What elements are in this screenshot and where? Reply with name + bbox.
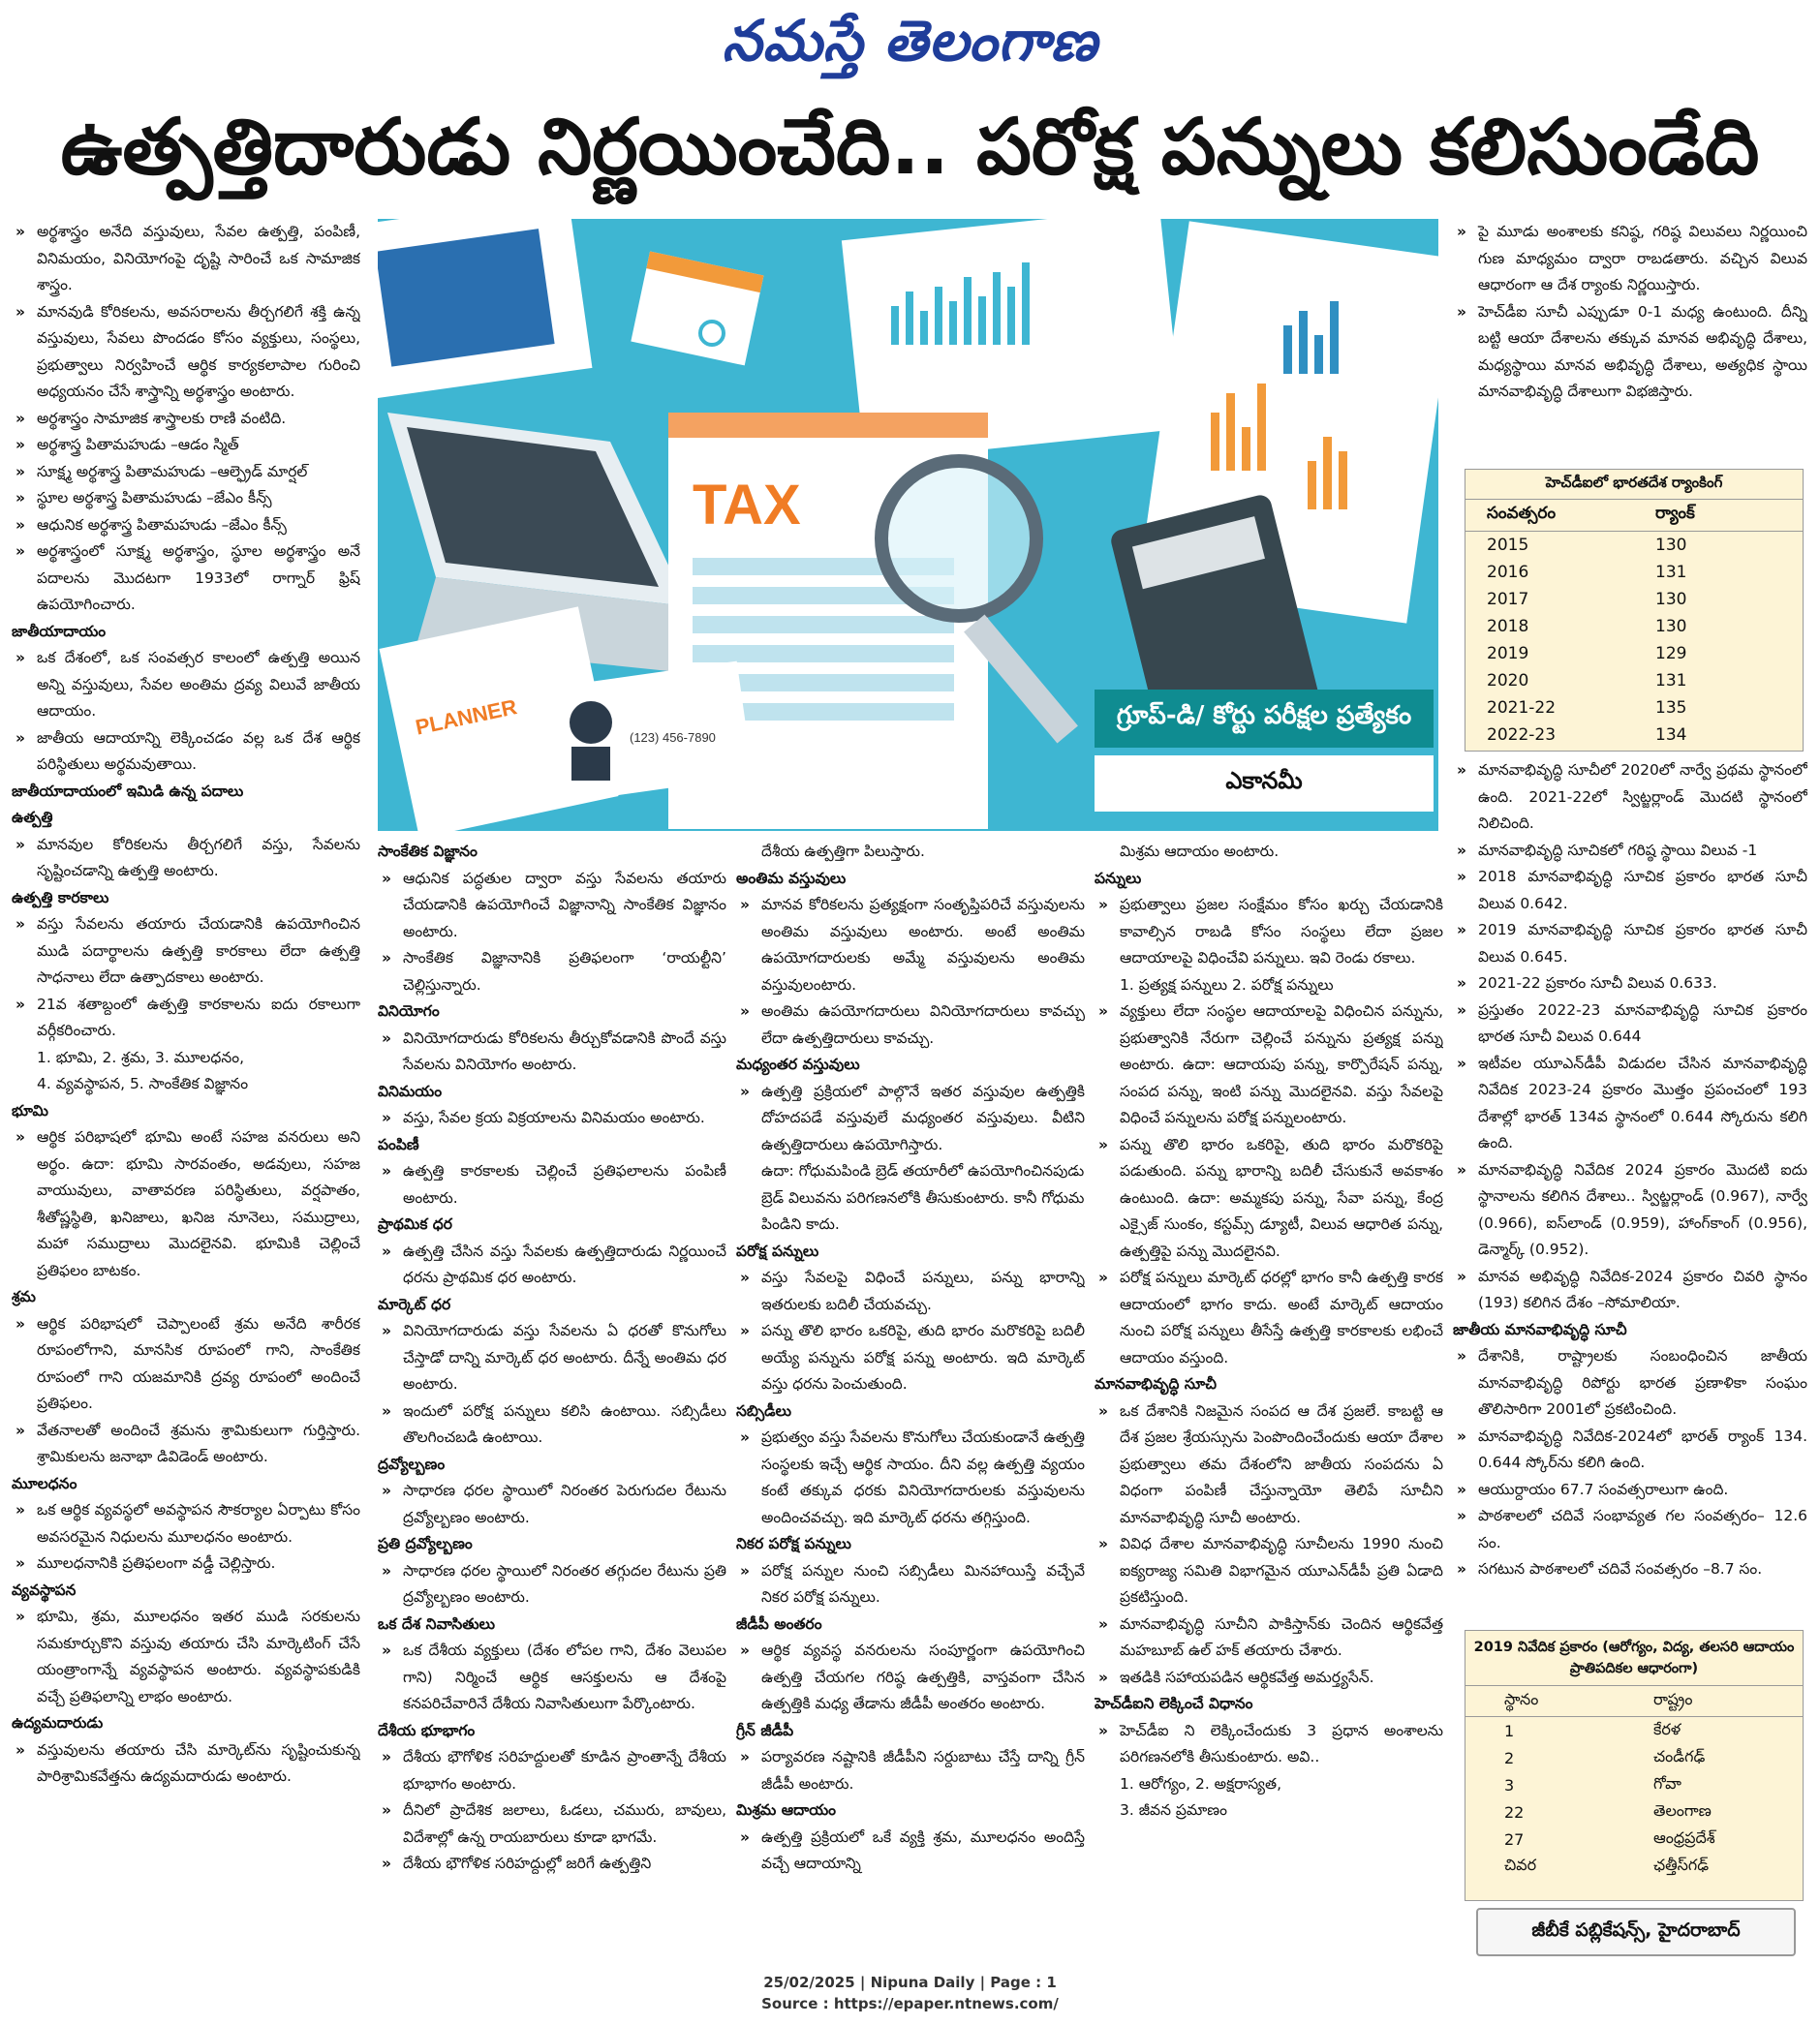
section-heading: మధ్యంతర వస్తువులు xyxy=(736,1056,860,1073)
place-header: స్థానం xyxy=(1504,1690,1539,1708)
bullet-point: » వినియోగదారుడు వస్తు సేవలను ఏ ధరతో కొనుగోలు చేస్తాడో దాన్ని మార్కెట్ ధర అంటారు. దీన్నే అంతిమ ధర అంటారు. xyxy=(378,1318,726,1398)
section-heading: భూమి xyxy=(12,1101,48,1120)
text-line: 1. భూమి, 2. శ్రమ, 3. మూలధనం, xyxy=(37,1048,245,1066)
state-cell: ఛత్తీస్‌గఢ్ xyxy=(1653,1855,1710,1874)
bullet-point: » ఒక దేశంలో, ఒక సంవత్సర కాలంలో ఉత్పత్తి అయిన అన్ని వస్తువులు, సేవల అంతిమ ద్రవ్య విలువే జాతీయ ఆదాయం. xyxy=(12,645,360,725)
publisher-credit: జీబీకే పబ్లికేషన్స్, హైదరాబాద్ xyxy=(1476,1908,1796,1956)
section-heading: సబ్సిడీలు xyxy=(736,1401,791,1420)
state-header: రాష్ట్రం xyxy=(1653,1690,1693,1708)
place-cell: 2 xyxy=(1504,1748,1515,1767)
section-heading: ఉత్పత్తి xyxy=(12,809,53,826)
bullet-point: » స్థూల అర్థశాస్త్ర పితామహుడు –జేఎం కీన్స్ xyxy=(12,485,360,512)
page-headline: ఉత్పత్తిదారుడు నిర్ణయించేది.. పరోక్ష పన్నులు కలిసుండేది xyxy=(60,102,1760,192)
bullet-point: » ఒక దేశీయ వ్యక్తులు (దేశం లోపల గాని, దేశం వెలుపల గాని) నిర్మించే ఆర్థిక ఆసక్తులను ఆ దేశంపై కనపరిచేవారినే దేశీయ నివాసితులుగా పేర్కొంటారు. xyxy=(378,1638,726,1718)
bullet-point: » ఆర్థిక పరిభాషలో భూమి అంటే సహజ వనరులు అని అర్థం. ఉదా: భూమి సారవంతం, అడవులు, సహజ వాయువులు, వాతావరణ పరిస్థితులు, వర్షపాతం, శీతోష్ణస్థితి, ఖనిజాలు, ఖనిజ నూనెలు, సముద్రాలు, మహా సముద్రాలు మొదలైనవి. భూమికి చెల్లించే ప్రతిఫలం బాటకం. xyxy=(12,1124,360,1284)
bullet-point: » ఉత్పత్తి ప్రక్రియలో ఒకే వ్యక్తి శ్రమ, మూలధనం అందిస్తే వచ్చే ఆదాయాన్ని xyxy=(736,1825,1085,1878)
bullet-point: » వ్యక్తులు లేదా సంస్థల ఆదాయాలపై విధించిన పన్నును, ప్రభుత్వానికి నేరుగా చెల్లించే పన్నును ప్రత్యక్ష పన్ను అంటారు. ఉదా: ఆదాయపు పన్ను, కార్పొరేషన్ పన్ను, సంపద పన్ను, ఇంటి పన్ను మొదలైనవి. వస్తు సేవలపై విధించే పన్నులను పరోక్ష పన్నులంటారు. xyxy=(1095,998,1443,1132)
year-cell: 2018 xyxy=(1487,617,1529,636)
table-row xyxy=(1465,1717,1803,1744)
bullet-point: » 2019 మానవాభివృద్ధి సూచిక ప్రకారం భారత సూచీ విలువ 0.645. xyxy=(1453,917,1807,970)
bullet-point: » వివిధ దేశాల మానవాభివృద్ధి సూచీలను 1990 నుంచి ఐక్యరాజ్య సమితి విభాగమైన యూఎన్‌డీపీ ప్రతి ఏడాది ప్రకటిస్తుంది. xyxy=(1095,1531,1443,1612)
table-row xyxy=(1465,1826,1803,1853)
section-heading: సాంకేతిక విజ్ఞానం xyxy=(378,843,478,860)
bullet-point: » 2018 మానవాభివృద్ధి సూచిక ప్రకారం భారత సూచీ విలువ 0.642. xyxy=(1453,864,1807,917)
table-row xyxy=(1465,586,1803,613)
bullet-point: » భూమి, శ్రమ, మూలధనం ఇతర ముడి సరకులను సమకూర్చుకొని వస్తువు తయారు చేసి మార్కెటింగ్ చేసే యంత్రాంగాన్నే వ్యవస్థాపన అంటారు. వ్యవస్థాపకుడికి వచ్చే ప్రతిఫలాన్ని లాభం అంటారు. xyxy=(12,1604,360,1710)
hdi-rank-table xyxy=(1465,469,1804,752)
rank-cell: 134 xyxy=(1655,725,1687,745)
bullet-point: » ఇతడికి సహాయపడిన ఆర్థికవేత్త అమర్త్యసేన్. xyxy=(1095,1665,1443,1692)
table-row xyxy=(1465,1798,1803,1826)
bullet-point: » మానవుడి కోరికలను, అవసరాలను తీర్చగలిగే శక్తి ఉన్న వస్తువులు, సేవలు పొందడం కోసం వ్యక్తులు, సంస్థలు, ప్రభుత్వాలు నిర్వహించే ఆర్థిక కార్యకలాపాల గురించి అధ్యయనం చేసే శాస్త్రాన్ని అర్థశాస్త్రం అంటారు. xyxy=(12,299,360,406)
bullet-point: » పాఠశాలలో చదివే సంభావ్యత గల సంవత్సరం– 12.6 సం. xyxy=(1453,1503,1807,1556)
bullet-point: » ఉత్పత్తి కారకాలకు చెల్లించే ప్రతిఫలాలను పంపిణీ అంటారు. xyxy=(378,1158,726,1212)
section-heading: జాతీయ మానవాభివృద్ధి సూచీ xyxy=(1453,1320,1627,1338)
bullet-point: » 21వ శతాబ్దంలో ఉత్పత్తి కారకాలను ఐదు రకాలుగా వర్గీకరించారు. xyxy=(12,992,360,1045)
section-heading: వినిమయం xyxy=(378,1082,443,1100)
section-heading: ద్రవ్యోల్బణం xyxy=(378,1455,446,1473)
bullet-point: » ప్రభుత్వం వస్తు సేవలను కొనుగోలు చేయకుండానే ఉత్పత్తి సంస్థలకు ఇచ్చే ఆర్థిక సాయం. దీని వల్ల ఉత్పత్తి వ్యయం కంటే తక్కువ ధరకు వినియోగదారులకు వస్తువులను అందించవచ్చు. ఇది మార్కెట్ ధరను తగ్గిస్తుంది. xyxy=(736,1425,1085,1531)
bullet-point: » మానవాభివృద్ధి నివేదిక-2024లో భారత్ ర్యాంక్ 134. 0.644 స్కోర్‌ను కలిగి ఉంది. xyxy=(1453,1424,1807,1477)
bullet-point: » పరోక్ష పన్నుల నుంచి సబ్సిడీలు మినహాయిస్తే వచ్చేవే నికర పరోక్ష పన్నులు. xyxy=(736,1558,1085,1612)
rank-cell: 131 xyxy=(1655,671,1687,691)
column-1 xyxy=(12,219,360,1962)
place-cell: 27 xyxy=(1504,1829,1525,1849)
table-row xyxy=(1465,613,1803,640)
bullet-point: » సాంకేతిక విజ్ఞానానికి ప్రతిఫలంగా ‘రాయల్టీని’ చెల్లిస్తున్నారు. xyxy=(378,945,726,998)
masthead-logo: నమస్తే తెలంగాణ xyxy=(722,8,1098,74)
bullet-point: » ఆధునిక అర్థశాస్త్ర పితామహుడు –జేఎం కీన్స్ xyxy=(12,512,360,539)
bullet-point: » దేశీయ భౌగోళిక సరిహద్దుల్లో జరిగే ఉత్పత్తిని xyxy=(378,1851,726,1878)
section-heading: ప్రతి ద్రవ్యోల్బణం xyxy=(378,1535,473,1552)
column-2 xyxy=(378,839,726,1962)
state-cell: ఆంధ్రప్రదేశ్ xyxy=(1653,1827,1715,1847)
rank-cell: 135 xyxy=(1655,698,1687,718)
section-heading: హెచ్‌డీఐని లెక్కించే విధానం xyxy=(1095,1695,1253,1712)
place-cell: 22 xyxy=(1504,1802,1525,1822)
rank-cell: 129 xyxy=(1655,644,1687,663)
bullet-point: » ఆర్థిక వ్యవస్థ వనరులను సంపూర్ణంగా ఉపయోగించి ఉత్పత్తి చేయగల గరిష్ఠ ఉత్పత్తికి, వాస్తవంగా చేసిన ఉత్పత్తికి మధ్య తేడాను జీడీపీ అంతరం అంటారు. xyxy=(736,1638,1085,1718)
bullet-point: » పర్యావరణ నష్టానికి జీడీపీని సర్దుబాటు చేస్తే దాన్ని గ్రీన్ జీడీపీ అంటారు. xyxy=(736,1744,1085,1797)
bullet-point: » మానవాభివృద్ధి సూచికలో గరిష్ఠ స్థాయి విలువ -1 xyxy=(1453,838,1807,865)
bullet-point: » వేతనాలతో అందించే శ్రమను శ్రామికులుగా గుర్తిస్తారు. శ్రామికులను జనాభా డివిడెండ్ అంటారు. xyxy=(12,1418,360,1471)
section-heading: పన్నులు xyxy=(1095,869,1142,887)
bullet-point: » ఆర్థిక పరిభాషలో చెప్పాలంటే శ్రమ అనేది శారీరక రూపంలోగాని, మానసిక రూపంలో గాని, సాంకేతిక రూపంలో గాని యజమానికి ద్రవ్య రూపంలో అందించే ప్రతిఫలం. xyxy=(12,1311,360,1418)
state-cell: చండీగఢ్ xyxy=(1653,1746,1706,1765)
text-line: 1. ఆరోగ్యం, 2. అక్షరాస్యత, xyxy=(1120,1774,1282,1793)
section-heading: మిశ్రమ ఆదాయం xyxy=(736,1801,837,1819)
year-cell: 2021-22 xyxy=(1487,698,1557,718)
year-cell: 2022-23 xyxy=(1487,725,1557,745)
bullet-point: » హెచ్‌డీఐ ని లెక్కించేందుకు 3 ప్రధాన అంశాలను పరిగణనలోకి తీసుకుంటారు. అవి.. xyxy=(1095,1718,1443,1771)
section-heading: ఉద్యమదారుడు xyxy=(12,1714,104,1732)
section-heading: అంతిమ వస్తువులు xyxy=(736,869,847,887)
section-heading: జీడీపీ అంతరం xyxy=(736,1614,822,1633)
section-heading: ఒక దేశ నివాసితులు xyxy=(378,1614,495,1633)
bullet-point: » సగటున పాఠశాలలో చదివే సంవత్సరం –8.7 సం. xyxy=(1453,1556,1807,1583)
rank-cell: 130 xyxy=(1655,617,1687,636)
state-cell: గోవా xyxy=(1653,1773,1681,1793)
place-cell: 3 xyxy=(1504,1775,1515,1795)
bullet-point: » వినియోగదారుడు కోరికలను తీర్చుకోవడానికి పొందే వస్తు సేవలను వినియోగం అంటారు. xyxy=(378,1026,726,1079)
bullet-point: » హెచ్‌డీఐ సూచీ ఎప్పుడూ 0-1 మధ్య ఉంటుంది. దీన్ని బట్టి ఆయా దేశాలను తక్కువ మానవ అభివృద్ధి దేశాలు, మధ్యస్థాయి మానవ అభివృద్ధి దేశాలు, అత్యధిక స్థాయి మానవాభివృద్ధి దేశాలుగా విభజిస్తారు. xyxy=(1453,299,1807,406)
bullet-point: » అర్థశాస్త్రం సామాజిక శాస్త్రాలకు రాణి వంటిది. xyxy=(12,406,360,433)
state-cell: కేరళ xyxy=(1653,1719,1681,1738)
bullet-point: » జాతీయ ఆదాయాన్ని లెక్కించడం వల్ల ఒక దేశ ఆర్థిక పరిస్థితులు అర్థమవుతాయి. xyxy=(12,725,360,779)
bullet-point: » ఇందులో పరోక్ష పన్నులు కలిసి ఉంటాయి. సబ్సిడీలు తొలగించబడి ఉంటాయి. xyxy=(378,1398,726,1452)
column-5-mid xyxy=(1453,757,1807,1624)
bullet-point: » సాధారణ ధరల స్థాయిలో నిరంతర పెరుగుదల రేటును ద్రవ్యోల్బణం అంటారు. xyxy=(378,1478,726,1531)
bullet-point: » సాధారణ ధరల స్థాయిలో నిరంతర తగ్గుదల రేటును ప్రతి ద్రవ్యోల్బణం అంటారు. xyxy=(378,1558,726,1612)
bullet-point: » పరోక్ష పన్నులు మార్కెట్ ధరల్లో భాగం కానీ ఉత్పత్తి కారక ఆదాయంలో భాగం కాదు. అంటే మార్కెట్ ఆదాయం నుంచి పరోక్ష పన్నులు తీసేస్తే ఉత్పత్తి కారకాలకు లభించే ఆదాయం వస్తుంది. xyxy=(1095,1265,1443,1371)
table-row xyxy=(1465,559,1803,586)
text-line: 4. వ్యవస్థాపన, 5. సాంకేతిక విజ్ఞానం xyxy=(37,1075,249,1092)
section-heading: జాతీయాదాయం xyxy=(12,622,107,640)
section-heading: శ్రమ xyxy=(12,1288,36,1305)
section-heading: వ్యవస్థాపన xyxy=(12,1581,77,1599)
rank-cell: 131 xyxy=(1655,563,1687,582)
state-cell: తెలంగాణ xyxy=(1653,1800,1712,1820)
rank-cell: 130 xyxy=(1655,536,1687,555)
state-rank-table-caption: 2019 నివేదిక ప్రకారం (ఆరోగ్యం, విద్య, తలసరి ఆదాయం ప్రాతిపదికల ఆధారంగా) xyxy=(1465,1631,1803,1686)
year-header: సంవత్సరం xyxy=(1487,504,1557,523)
bullet-point: » మానవాభివృద్ధి నివేదిక 2024 ప్రకారం మొదటి ఐదు స్థానాలను కలిగిన దేశాలు.. స్విట్జర్లాండ్ (0.967), నార్వే (0.966), ఐస్‌లాండ్ (0.959), హాంగ్‌కాంగ్ (0.956), డెన్మార్క్ (0.952). xyxy=(1453,1157,1807,1264)
svg-text:PLANNER: PLANNER xyxy=(413,694,519,740)
group-d-badge: గ్రూప్-డి/ కోర్టు పరీక్షల ప్రత్యేకం xyxy=(1095,690,1434,748)
bullet-point: » అర్థశాస్త్రం అనేది వస్తువులు, సేవల ఉత్పత్తి, పంపిణీ, వినిమయం, వినియోగంపై దృష్టి సారించే ఒక సామాజిక శాస్త్రం. xyxy=(12,219,360,299)
bullet-point: » 2021-22 ప్రకారం సూచీ విలువ 0.633. xyxy=(1453,970,1807,998)
bullet-point: » పన్ను తొలి భారం ఒకరిపై, తుది భారం మరొకరిపై పడుతుంది. పన్ను భారాన్ని బదిలీ చేసుకునే అవకాశం ఉంటుంది. ఉదా: అమ్మకపు పన్ను, సేవా పన్ను, కేంద్ర ఎక్సైజ్ సుంకం, కస్టమ్స్ డ్యూటీ, విలువ ఆధారిత పన్ను, ఉత్పత్తిపై పన్ను మొదలైనవి. xyxy=(1095,1132,1443,1266)
bullet-point: » మానవ అభివృద్ధి నివేదిక-2024 ప్రకారం చివరి స్థానం (193) కలిగిన దేశం –సోమాలియా. xyxy=(1453,1264,1807,1317)
table-row xyxy=(1465,667,1803,694)
year-cell: 2016 xyxy=(1487,563,1529,582)
year-cell: 2017 xyxy=(1487,590,1529,609)
bullet-point: » సూక్ష్మ అర్థశాస్త్ర పితామహుడు –ఆల్ఫ్రెడ్ మార్షల్ xyxy=(12,459,360,486)
text-line: 1. ప్రత్యక్ష పన్నులు 2. పరోక్ష పన్నులు xyxy=(1120,975,1334,994)
rank-header: ర్యాంక్ xyxy=(1655,504,1695,523)
place-cell: 1 xyxy=(1504,1721,1515,1740)
section-heading: మార్కెట్ ధర xyxy=(378,1295,451,1313)
bullet-point: » దీనిలో ప్రాదేశిక జలాలు, ఓడలు, చమురు, బావులు, విదేశాల్లో ఉన్న రాయబారులు కూడా భాగమే. xyxy=(378,1797,726,1851)
bullet-point: » మానవుల కోరికలను తీర్చగలిగే వస్తు, సేవలను సృష్టించడాన్ని ఉత్పత్తి అంటారు. xyxy=(12,832,360,885)
year-cell: 2015 xyxy=(1487,536,1529,555)
bullet-point: » దేశానికి, రాష్ట్రాలకు సంబంధించిన జాతీయ మానవాభివృద్ధి రిపోర్టు భారత ప్రణాళికా సంఘం తొలిసారిగా 2001లో ప్రకటించింది. xyxy=(1453,1343,1807,1424)
table-row xyxy=(1465,1771,1803,1798)
rank-cell: 130 xyxy=(1655,590,1687,609)
section-heading: మూలధనం xyxy=(12,1474,77,1492)
bullet-point: » మానవాభివృద్ధి సూచీని పాకిస్తాన్‌కు చెందిన ఆర్థికవేత్త మహబూబ్ ఉల్ హక్ తయారు చేశారు. xyxy=(1095,1612,1443,1665)
subject-badge: ఎకానమీ xyxy=(1095,755,1434,812)
section-heading: జాతీయాదాయంలో ఇమిడి ఉన్న పదాలు xyxy=(12,782,244,800)
text-line: దేశీయ ఉత్పత్తిగా పిలుస్తారు. xyxy=(761,843,925,860)
state-rank-table xyxy=(1465,1630,1804,1901)
bullet-point: » ఒక ఆర్థిక వ్యవస్థలో అవస్థాపన సౌకర్యాల ఏర్పాటు కోసం అవసరమైన నిధులను మూలధనం అంటారు. xyxy=(12,1497,360,1550)
bullet-point: » పై మూడు అంశాలకు కనిష్ఠ, గరిష్ఠ విలువలు నిర్ణయించి గుణ మాధ్యమం ద్వారా రాబడతారు. వచ్చిన విలువ ఆధారంగా ఆ దేశ ర్యాంకు నిర్ణయిస్తారు. xyxy=(1453,219,1807,299)
table-row xyxy=(1465,640,1803,667)
bullet-point: » ఉత్పత్తి ప్రక్రియలో పాల్గొనే ఇతర వస్తువుల ఉత్పత్తికి దోహదపడే వస్తువులే మధ్యంతర వస్తువులు. వీటిని ఉత్పత్తిదారులు ఉపయోగిస్తారు. xyxy=(736,1079,1085,1159)
bullet-point: » ఇటీవల యూఎన్‌డీపీ విడుదల చేసిన మానవాభివృద్ధి నివేదిక 2023-24 ప్రకారం మొత్తం ప్రపంచంలో 193 దేశాల్లో భారత్ 134వ స్థానంలో 0.644 స్కోరును కలిగి ఉంది. xyxy=(1453,1051,1807,1157)
hdi-rank-table-caption: హెచ్‌డీఐలో భారతదేశ ర్యాంకింగ్ xyxy=(1465,470,1803,500)
bullet-point: » అంతిమ ఉపయోగదారులు వినియోగదారులు కావచ్చు లేదా ఉత్పత్తిదారులు కావచ్చు. xyxy=(736,998,1085,1052)
bullet-point: » మానవాభివృద్ధి సూచీలో 2020లో నార్వే ప్రథమ స్థానంలో ఉంది. 2021-22లో స్విట్జర్లాండ్ మొదటి స్థానంలో నిలిచింది. xyxy=(1453,757,1807,838)
bullet-point: » ప్రస్తుతం 2022-23 మానవాభివృద్ధి సూచిక ప్రకారం భారత సూచీ విలువ 0.644 xyxy=(1453,998,1807,1051)
column-5-top xyxy=(1453,219,1807,463)
section-heading: గ్రీన్ జీడీపీ xyxy=(736,1721,794,1739)
text-line: మిశ్రమ ఆదాయం అంటారు. xyxy=(1120,843,1280,860)
year-cell: 2020 xyxy=(1487,671,1529,691)
footer-date-line: 25/02/2025 | Nipuna Daily | Page : 1 xyxy=(763,1974,1057,1991)
section-heading: ఉత్పత్తి కారకాలు xyxy=(12,888,109,906)
bullet-point: » ప్రభుత్వాలు ప్రజల సంక్షేమం కోసం ఖర్చు చేయడానికి కావాల్సిన రాబడి కోసం సంస్థలు లేదా ప్రజల ఆదాయాలపై విధించేవి పన్నులు. ఇవి రెండు రకాలు. xyxy=(1095,892,1443,972)
bullet-point: » ఆయుర్దాయం 67.7 సంవత్సరాలుగా ఉంది. xyxy=(1453,1477,1807,1504)
footer-source-line: Source : https://epaper.ntnews.com/ xyxy=(761,1995,1059,2012)
bullet-point: » అర్థశాస్త్ర పితామహుడు –ఆడం స్మిత్ xyxy=(12,432,360,459)
bullet-point: » వస్తు సేవలను తయారు చేయడానికి ఉపయోగించిన ముడి పదార్థాలను ఉత్పత్తి కారకాలు లేదా ఉత్పత్తి సాధనాలు లేదా ఉత్పాదకాలు అంటారు. xyxy=(12,911,360,992)
bullet-point: » మూలధనానికి ప్రతిఫలంగా వడ్డీ చెల్లిస్తారు. xyxy=(12,1550,360,1578)
bullet-point: » ఆధునిక పద్ధతుల ద్వారా వస్తు సేవలను తయారు చేయడానికి ఉపయోగించే విజ్ఞానాన్ని సాంకేతిక విజ్ఞానం అంటారు. xyxy=(378,866,726,946)
svg-text:TAX: TAX xyxy=(693,474,801,537)
bullet-point: » అర్థశాస్త్రంలో సూక్ష్మ అర్థశాస్త్రం, స్థూల అర్థశాస్త్రం అనే పదాలను మొదటగా 1933లో రాగ్నార్ ఫ్రిష్ ఉపయోగించారు. xyxy=(12,538,360,619)
bullet-point: » ఒక దేశానికి నిజమైన సంపద ఆ దేశ ప్రజలే. కాబట్టి ఆ దేశ ప్రజల శ్రేయస్సును పెంపొందించేందుకు ఆయా దేశాల ప్రభుత్వాలు తమ దేశంలోని జాతీయ సంపదను ఏ విధంగా పంపిణీ చేస్తున్నాయో తెలిపే సూచీని మానవాభివృద్ధి సూచీ అంటారు. xyxy=(1095,1398,1443,1532)
section-heading: మానవాభివృద్ధి సూచీ xyxy=(1095,1375,1217,1393)
table-row xyxy=(1465,1744,1803,1771)
column-3 xyxy=(736,839,1085,1962)
table-row xyxy=(1465,721,1803,749)
section-heading: దేశీయ భూభాగం xyxy=(378,1721,476,1739)
section-heading: వినియోగం xyxy=(378,1002,440,1020)
bullet-point: » దేశీయ భౌగోళిక సరిహద్దులతో కూడిన ప్రాంతాన్నే దేశీయ భూభాగం అంటారు. xyxy=(378,1744,726,1797)
bullet-point: » పన్ను తొలి భారం ఒకరిపై, తుది భారం మరొకరిపై బదిలీ అయ్యే పన్నును పరోక్ష పన్ను అంటారు. ఇది మార్కెట్ వస్తు ధరను పెంచుతుంది. xyxy=(736,1318,1085,1398)
table-row xyxy=(1465,694,1803,721)
text-line: 3. జీవన ప్రమాణం xyxy=(1120,1801,1227,1819)
section-heading: పంపిణీ xyxy=(378,1135,419,1153)
column-4 xyxy=(1095,839,1443,1962)
bullet-point: » మానవ కోరికలను ప్రత్యక్షంగా సంతృప్తిపరిచే వస్తువులను అంతిమ వస్తువులు అంటారు. అంటే అంతిమ ఉపయోగదారులకు అమ్మే వస్తువులను అంతిమ వస్తువులంటారు. xyxy=(736,892,1085,998)
place-cell: చివర xyxy=(1504,1855,1537,1874)
svg-text:(123) 456-7890: (123) 456-7890 xyxy=(630,730,716,745)
text-line: ఉదా: గోధుమపిండి బ్రెడ్ తయారీలో ఉపయోగించినపుడు బ్రెడ్ విలువను పరిగణనలోకి తీసుకుంటారు. కానీ గోధుమ పిండిని కాదు. xyxy=(761,1162,1085,1233)
section-heading: నికర పరోక్ష పన్నులు xyxy=(736,1535,851,1552)
section-heading: ప్రాథమిక ధర xyxy=(378,1215,452,1233)
section-heading: పరోక్ష పన్నులు xyxy=(736,1242,819,1260)
bullet-point: » వస్తు సేవలపై విధించే పన్నులు, పన్ను భారాన్ని ఇతరులకు బదిలీ చేయవచ్చు. xyxy=(736,1265,1085,1318)
bullet-point: » వస్తువులను తయారు చేసి మార్కెట్‌ను సృష్టించుకున్న పారిశ్రామికవేత్తను ఉద్యమదారుడు అంటారు. xyxy=(12,1737,360,1791)
bullet-point: » వస్తు, సేవల క్రయ విక్రయాలను వినిమయం అంటారు. xyxy=(378,1105,726,1132)
table-row xyxy=(1465,1853,1803,1880)
table-row xyxy=(1465,532,1803,559)
bullet-point: » ఉత్పత్తి చేసిన వస్తు సేవలకు ఉత్పత్తిదారుడు నిర్ణయించే ధరను ప్రాథమిక ధర అంటారు. xyxy=(378,1239,726,1292)
year-cell: 2019 xyxy=(1487,644,1529,663)
